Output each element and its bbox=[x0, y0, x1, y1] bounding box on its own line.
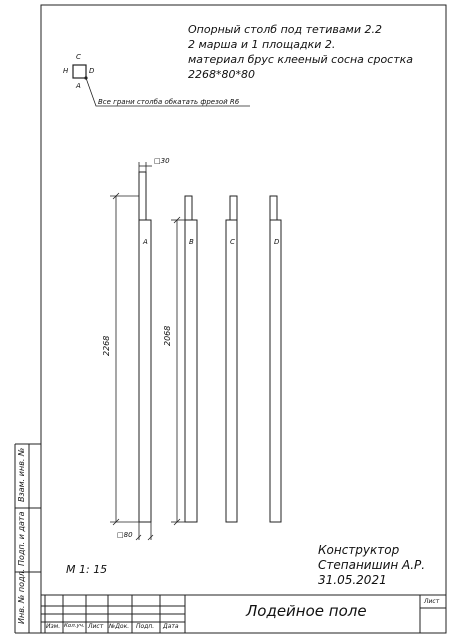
designer-name: Степанишин А.Р. bbox=[318, 558, 426, 572]
marker-letter-bottom: А bbox=[76, 82, 81, 90]
note-line-1: Опорный столб под тетивами 2.2 bbox=[188, 23, 382, 36]
col-header-podp: Подп. bbox=[136, 623, 155, 630]
dim-inner-height: 2068 bbox=[163, 325, 172, 346]
designer-date: 31.05.2021 bbox=[318, 573, 387, 587]
col-header-doc: №Док. bbox=[109, 623, 130, 630]
leader-note: Все грани столба обкатать фрезой R6 bbox=[98, 98, 240, 106]
dim-bottom-square: □80 bbox=[117, 531, 133, 539]
dim-top-width: □30 bbox=[154, 157, 170, 165]
post-label-c: С bbox=[230, 238, 235, 246]
marker-letter-top: С bbox=[76, 53, 81, 61]
designer-role: Конструктор bbox=[318, 543, 400, 557]
post-a bbox=[139, 172, 151, 522]
col-header-data: Дата bbox=[163, 623, 179, 630]
post-label-a: А bbox=[143, 238, 148, 246]
section-marker-square bbox=[73, 65, 86, 78]
sheet-label: Лист bbox=[424, 598, 440, 605]
col-header-list: Лист bbox=[88, 623, 104, 630]
dimension-top-30 bbox=[139, 162, 152, 172]
note-line-3: материал брус клееный сосна сростка bbox=[188, 53, 414, 66]
note-line-2: 2 марша и 1 площадки 2. bbox=[188, 38, 336, 51]
scale-label: М 1: 15 bbox=[66, 563, 108, 576]
dimension-bottom-80 bbox=[136, 522, 153, 540]
marker-letter-left: Н bbox=[63, 67, 69, 75]
dim-left-height: 2268 bbox=[102, 335, 111, 356]
side-stamp-vzam: Взам. инв. № bbox=[17, 447, 26, 502]
side-stamp-inv: Инв. № подл. bbox=[17, 568, 26, 624]
side-stamp-podp: Подп. и дата bbox=[17, 511, 26, 566]
dimension-2268 bbox=[110, 193, 139, 525]
col-header-koluch: Кол.уч. bbox=[64, 623, 85, 629]
post-label-d: D bbox=[274, 238, 280, 246]
note-line-4: 2268*80*80 bbox=[188, 68, 255, 81]
marker-letter-right: D bbox=[89, 67, 95, 75]
post-label-b: В bbox=[189, 238, 194, 246]
title-org: Лодейное поле bbox=[246, 602, 367, 620]
dimension-2068 bbox=[171, 217, 185, 525]
col-header-izm: Изм. bbox=[46, 623, 61, 630]
